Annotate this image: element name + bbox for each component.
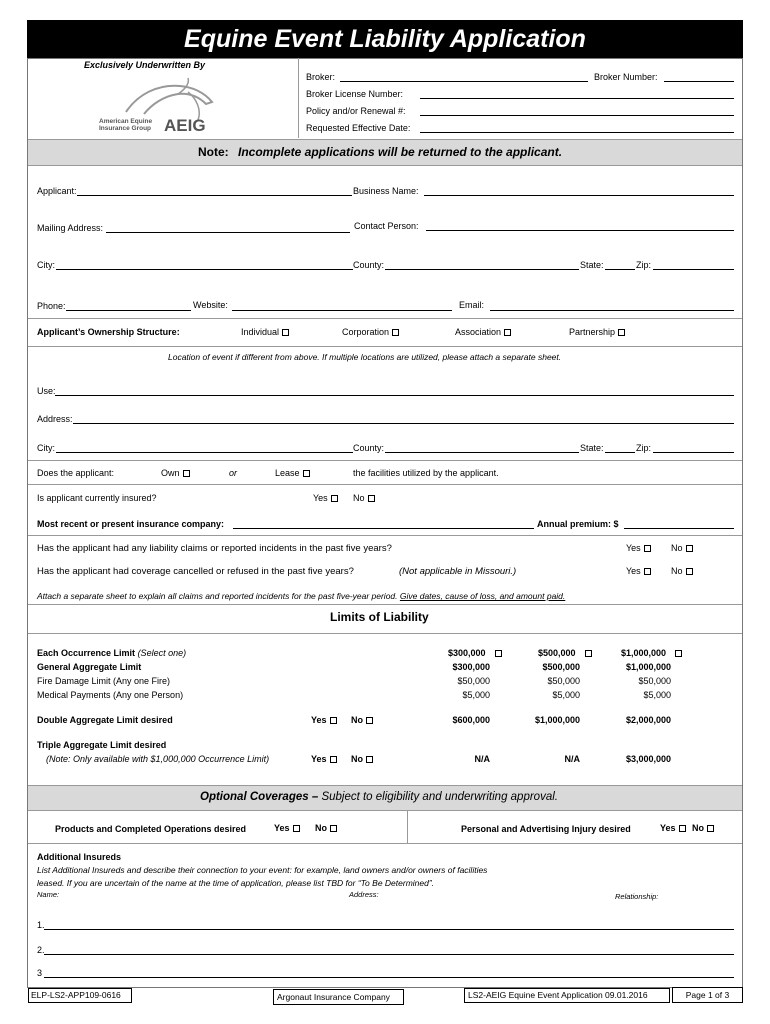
- facilities-tail: the facilities utilized by the applicant.: [353, 468, 499, 478]
- effective-date-label: Requested Effective Date:: [306, 123, 411, 133]
- location-city-label: City:: [37, 443, 55, 453]
- partnership-checkbox[interactable]: [618, 329, 625, 336]
- double-yes[interactable]: Yes: [311, 715, 337, 725]
- broker-field[interactable]: [340, 81, 588, 82]
- double-no[interactable]: No: [351, 715, 373, 725]
- page-number: Page 1 of 3: [672, 987, 743, 1003]
- page-title: Equine Event Liability Application: [27, 20, 743, 58]
- triple-yes[interactable]: Yes: [311, 754, 337, 764]
- ownership-corporation[interactable]: Corporation: [342, 327, 399, 337]
- contact-person-field[interactable]: [426, 230, 734, 231]
- website-field[interactable]: [232, 310, 452, 311]
- location-city-field[interactable]: [56, 452, 353, 453]
- fire-c3: $50,000: [638, 676, 671, 686]
- cancelled-yes[interactable]: Yes: [626, 566, 651, 576]
- logo-abbr: AEIG: [164, 116, 206, 135]
- cancelled-yes-checkbox[interactable]: [644, 568, 651, 575]
- products-no-checkbox[interactable]: [330, 825, 337, 832]
- claims-no[interactable]: No: [671, 543, 693, 553]
- aggregate-limit-label: General Aggregate Limit: [37, 662, 142, 672]
- website-label: Website:: [193, 300, 228, 310]
- location-county-label: County:: [353, 443, 385, 453]
- occurrence-1m-checkbox[interactable]: [675, 650, 682, 657]
- fire-c1: $50,000: [457, 676, 490, 686]
- products-label: Products and Completed Operations desired: [55, 824, 247, 834]
- note-text: Incomplete applications will be returned to the applicant.: [238, 145, 563, 159]
- triple-c2: N/A: [564, 754, 580, 764]
- ownership-individual[interactable]: Individual: [241, 327, 289, 337]
- double-c2: $1,000,000: [534, 715, 580, 725]
- phone-label: Phone:: [37, 301, 66, 311]
- broker-license-field[interactable]: [420, 98, 734, 99]
- location-zip-field[interactable]: [653, 452, 734, 453]
- ownership-label: Applicant’s Ownership Structure:: [37, 327, 180, 337]
- aggregate-c1: $300,000: [452, 662, 490, 672]
- medical-c1: $5,000: [462, 690, 490, 700]
- association-checkbox[interactable]: [504, 329, 511, 336]
- fire-c2: $50,000: [547, 676, 580, 686]
- additional-relationship-header: Relationship:: [615, 892, 659, 901]
- applicant-field[interactable]: [77, 195, 352, 196]
- note-label: Note:: [198, 145, 229, 159]
- cancelled-no[interactable]: No: [671, 566, 693, 576]
- triple-aggregate-label: Triple Aggregate Limit desired: [37, 740, 167, 750]
- insured-no-checkbox[interactable]: [368, 495, 375, 502]
- broker-number-field[interactable]: [664, 81, 734, 82]
- state-field[interactable]: [605, 269, 635, 270]
- county-label: County:: [353, 260, 385, 270]
- mailing-address-label: Mailing Address:: [37, 223, 104, 233]
- claims-question: Has the applicant had any liability claims or reported incidents in the past five years?: [37, 543, 392, 554]
- double-yes-checkbox[interactable]: [330, 717, 337, 724]
- additional-row-1-label: 1.: [37, 920, 45, 930]
- mailing-address-field[interactable]: [106, 232, 350, 233]
- use-label: Use:: [37, 386, 56, 396]
- limits-title: Limits of Liability: [330, 610, 429, 624]
- products-yes-checkbox[interactable]: [293, 825, 300, 832]
- location-zip-label: Zip:: [636, 443, 652, 453]
- county-field[interactable]: [385, 269, 579, 270]
- additional-row-1-field[interactable]: [44, 929, 734, 930]
- claims-attach-note: Attach a separate sheet to explain all claims and reported incidents for the past five-year period. Give dates, cause of loss, and amount paid.: [37, 591, 566, 601]
- claims-yes[interactable]: Yes: [626, 543, 651, 553]
- location-state-label: State:: [580, 443, 604, 453]
- products-no[interactable]: No: [315, 823, 337, 833]
- policy-field[interactable]: [420, 115, 734, 116]
- facilities-lease[interactable]: Lease: [275, 468, 310, 478]
- medical-label: Medical Payments (Any one Person): [37, 690, 184, 700]
- annual-premium-field[interactable]: [624, 528, 734, 529]
- state-label: State:: [580, 260, 604, 270]
- city-field[interactable]: [56, 269, 353, 270]
- location-address-label: Address:: [37, 414, 73, 424]
- business-name-field[interactable]: [424, 195, 734, 196]
- underwritten-by: Exclusively Underwritten By: [84, 60, 206, 70]
- occurrence-1m[interactable]: $1,000,000: [621, 648, 682, 658]
- aggregate-c2: $500,000: [542, 662, 580, 672]
- occurrence-500k-checkbox[interactable]: [585, 650, 592, 657]
- triple-no[interactable]: No: [351, 754, 373, 764]
- claims-yes-checkbox[interactable]: [644, 545, 651, 552]
- additional-row-3-label: 3: [37, 968, 43, 978]
- triple-no-checkbox[interactable]: [366, 756, 373, 763]
- location-note: Location of event if different from above. If multiple locations are utilized, please attach a separate sheet.: [168, 352, 562, 362]
- business-name-label: Business Name:: [353, 186, 419, 196]
- corporation-checkbox[interactable]: [392, 329, 399, 336]
- medical-c2: $5,000: [552, 690, 580, 700]
- medical-c3: $5,000: [643, 690, 671, 700]
- lease-checkbox[interactable]: [303, 470, 310, 477]
- personal-injury-label: Personal and Advertising Injury desired: [461, 824, 631, 834]
- cancelled-question: Has the applicant had coverage cancelled or refused in the past five years?: [37, 566, 354, 577]
- insurance-company-field[interactable]: [233, 528, 534, 529]
- occurrence-300k-checkbox[interactable]: [495, 650, 502, 657]
- triple-aggregate-note: (Note: Only available with $1,000,000 Occurrence Limit): [46, 754, 270, 764]
- zip-field[interactable]: [653, 269, 734, 270]
- insurance-company-label: Most recent or present insurance company:: [37, 519, 225, 529]
- cancelled-no-checkbox[interactable]: [686, 568, 693, 575]
- occurrence-300k[interactable]: $300,000: [448, 648, 502, 658]
- location-state-field[interactable]: [605, 452, 635, 453]
- fire-damage-label: Fire Damage Limit (Any one Fire): [37, 676, 171, 686]
- triple-yes-checkbox[interactable]: [330, 756, 337, 763]
- email-field[interactable]: [490, 310, 734, 311]
- broker-label: Broker:: [306, 72, 336, 82]
- facilities-question: Does the applicant:: [37, 468, 115, 478]
- personal-yes-checkbox[interactable]: [679, 825, 686, 832]
- zip-label: Zip:: [636, 260, 652, 270]
- additional-insureds-title: Additional Insureds: [37, 852, 122, 862]
- additional-name-header: Name:: [37, 890, 60, 899]
- personal-yes[interactable]: Yes: [660, 823, 686, 833]
- policy-label: Policy and/or Renewal #:: [306, 106, 406, 116]
- aggregate-c3: $1,000,000: [625, 662, 671, 672]
- cancelled-note: (Not applicable in Missouri.): [399, 566, 517, 577]
- city-label: City:: [37, 260, 55, 270]
- personal-no-checkbox[interactable]: [707, 825, 714, 832]
- additional-desc-1: List Additional Insureds and describe their connection to your event: for example, land owners and/or owners of facilities: [37, 865, 488, 875]
- location-address-field[interactable]: [73, 423, 734, 424]
- logo-name: American Equine Insurance Group: [99, 118, 153, 132]
- facilities-own[interactable]: Own: [161, 468, 190, 478]
- use-field[interactable]: [55, 395, 734, 396]
- email-label: Email:: [459, 300, 485, 310]
- triple-c1: N/A: [474, 754, 490, 764]
- effective-date-field[interactable]: [420, 132, 734, 133]
- occurrence-500k[interactable]: $500,000: [538, 648, 592, 658]
- additional-row-2-label: 2.: [37, 945, 45, 955]
- individual-checkbox[interactable]: [282, 329, 289, 336]
- applicant-label: Applicant:: [37, 186, 77, 196]
- products-yes[interactable]: Yes: [274, 823, 300, 833]
- additional-row-2-field[interactable]: [44, 954, 734, 955]
- footer-company: Argonaut Insurance Company: [273, 989, 404, 1005]
- personal-no[interactable]: No: [692, 823, 714, 833]
- annual-premium-label: Annual premium: $: [537, 519, 619, 529]
- facilities-or: or: [229, 468, 238, 478]
- double-c3: $2,000,000: [625, 715, 671, 725]
- ownership-association[interactable]: Association: [455, 327, 511, 337]
- phone-field[interactable]: [66, 310, 191, 311]
- double-no-checkbox[interactable]: [366, 717, 373, 724]
- additional-address-header: Address:: [349, 890, 379, 899]
- insured-no[interactable]: No: [353, 493, 375, 503]
- footer-version: LS2-AEIG Equine Event Application 09.01.2016: [464, 988, 670, 1003]
- double-c1: $600,000: [452, 715, 490, 725]
- insured-yes[interactable]: Yes: [313, 493, 338, 503]
- claims-no-checkbox[interactable]: [686, 545, 693, 552]
- broker-number-label: Broker Number:: [594, 72, 658, 82]
- insured-question: Is applicant currently insured?: [37, 493, 157, 503]
- additional-row-3-field[interactable]: [44, 977, 734, 978]
- form-id: ELP-LS2-APP109-0616: [28, 988, 132, 1003]
- ownership-partnership[interactable]: Partnership: [569, 327, 625, 337]
- location-county-field[interactable]: [385, 452, 579, 453]
- contact-person-label: Contact Person:: [354, 221, 419, 231]
- double-aggregate-label: Double Aggregate Limit desired: [37, 715, 173, 725]
- triple-c3: $3,000,000: [625, 754, 671, 764]
- optional-coverages-heading: Optional Coverages – Subject to eligibility and underwriting approval.: [200, 791, 558, 803]
- additional-desc-2: leased. If you are uncertain of the name at the time of application, please list TBD for “To Be Determined”.: [37, 878, 435, 888]
- own-checkbox[interactable]: [183, 470, 190, 477]
- occurrence-limit-label: Each Occurrence Limit (Select one): [37, 648, 187, 658]
- insured-yes-checkbox[interactable]: [331, 495, 338, 502]
- broker-license-label: Broker License Number:: [306, 89, 404, 99]
